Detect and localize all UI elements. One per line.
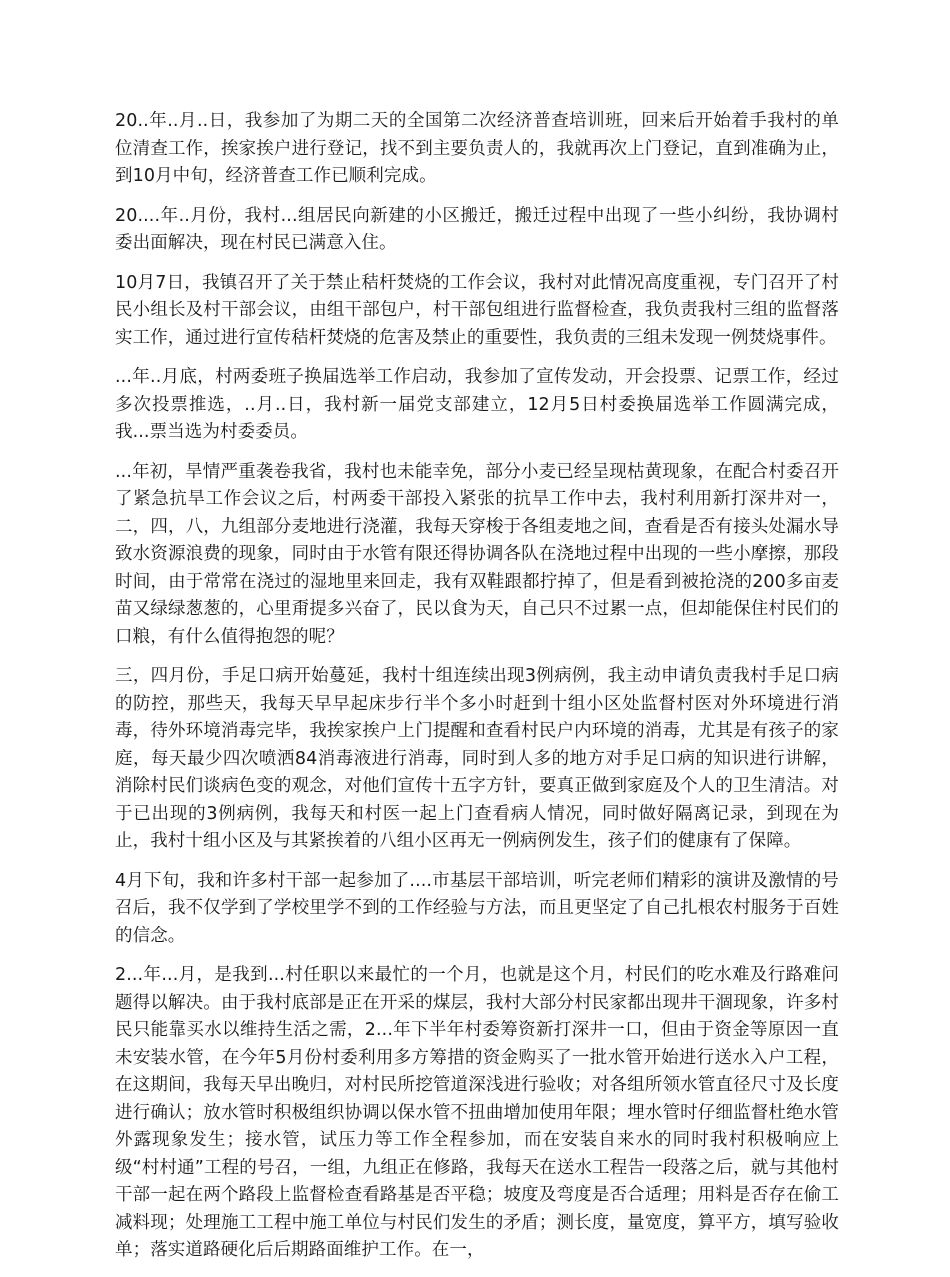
paragraph-straw-burning: 10月7日，我镇召开了关于禁止秸杆焚烧的工作会议，我村对此情况高度重视，专门召开了村民小组长及村干部会议，由组干部包户，村干部包组进行监督检查，我负责我村三组的监督落实工作，通过进行宣传秸杆焚烧的危害及禁止的重要性，我负责的三组未发现一例焚烧事件。 bbox=[115, 272, 839, 348]
paragraph-economic-census: 20..年..月..日，我参加了为期二天的全国第二次经济普查培训班，回来后开始着手我村的单位清查工作，挨家挨户进行登记，找不到主要负责人的，我就再次上门登记，直到准确为止，到10月中旬，经济普查工作已顺利完成。 bbox=[115, 111, 839, 186]
paragraph-hand-foot-mouth: 三，四月份，手足口病开始蔓延，我村十组连续出现3例病例，我主动申请负责我村手足口病的防控，那些天，我每天早早起床步行半个多小时赶到十组小区处监督村医对外环境进行消毒，待外环境消毒完毕，我挨家挨户上门提醒和查看村民户内环境的消毒，尤其是有孩子的家庭，每天最少四次喷洒84消毒液进行消毒，同时到人多的地方对手足口病的知识进行讲解，消除村民们谈病色变的观念，对他们宣传十五字方针，要真正做到家庭及个人的卫生清洁。对于已出现的3例病例，我每天和村医一起上门查看病人情况，同时做好隔离记录，到现在为止，我村十组小区及与其紧挨着的八组小区再无一例病例发生，孩子们的健康有了保障。 bbox=[115, 666, 839, 851]
paragraph-training: 4月下旬，我和许多村干部一起参加了....市基层干部培训，听完老师们精彩的演讲及激情的号召后，我不仅学到了学校里学不到的工作经验与方法，而且更坚定了自己扎根农村服务于百姓的信念。 bbox=[115, 870, 839, 946]
paragraph-relocation: 20....年..月份，我村...组居民向新建的小区搬迁，搬迁过程中出现了一些小纠纷，我协调村委出面解决，现在村民已满意入住。 bbox=[115, 205, 839, 253]
document-body bbox=[115, 108, 839, 1277]
paragraph-election: ...年..月底，村两委班子换届选举工作启动，我参加了宣传发动，开会投票、记票工作，经过多次投票推选，..月..日，我村新一届党支部建立，12月5日村委换届选举工作圆满完成，我...票当选为村委委员。 bbox=[115, 367, 839, 442]
paragraph-drought: ...年初，旱情严重袭卷我省，我村也未能幸免，部分小麦已经呈现枯黄现象，在配合村委召开了紧急抗旱工作会议之后，村两委干部投入紧张的抗旱工作中去，我村利用新打深井对一，二，四，八，九组部分麦地进行浇灌，我每天穿梭于各组麦地之间，查看是否有接头处漏水导致水资源浪费的现象，同时由于水管有限还得协调各队在浇地过程中出现的一些小摩擦，那段时间，由于常常在浇过的湿地里来回走，我有双鞋跟都拧掉了，但是看到被抢浇的200多亩麦苗又绿绿葱葱的，心里甭提多兴奋了，民以食为天，自己只不过累一点，但却能保住村民们的口粮，有什么值得抱怨的呢？ bbox=[115, 461, 839, 647]
paragraph-water-and-roads: 2...年...月，是我到...村任职以来最忙的一个月，也就是这个月，村民们的吃水难及行路难问题得以解决。由于我村底部是正在开采的煤层，我村大部分村民家都出现井干涸现象，许多村民只能靠买水以维持生活之需，2...年下半年村委筹资新打深井一口，但由于资金等原因一直未安装水管，在今年5月份村委利用多方筹措的资金购买了一批水管开始进行送水入户工程，在这期间，我每天早出晚归，对村民所挖管道深浅进行验收；对各组所领水管直径尺寸及长度进行确认；放水管时积极组织协调以保水管不扭曲增加使用年限；埋水管时仔细监督杜绝水管外露现象发生；接水管，试压力等工作全程参加，而在安装自来水的同时我村积极响应上级“村村通”工程的号召，一组，九组正在修路，我每天在送水工程告一段落之后，就与其他村干部一起在两个路段上监督检查看路基是否平稳；坡度及弯度是否合适理；用料是否存在偷工减料现；处理施工工程中施工单位与村民们发生的矛盾；测长度，量宽度，算平方，填写验收单；落实道路硬化后后期路面维护工作。在一， bbox=[115, 965, 839, 1260]
